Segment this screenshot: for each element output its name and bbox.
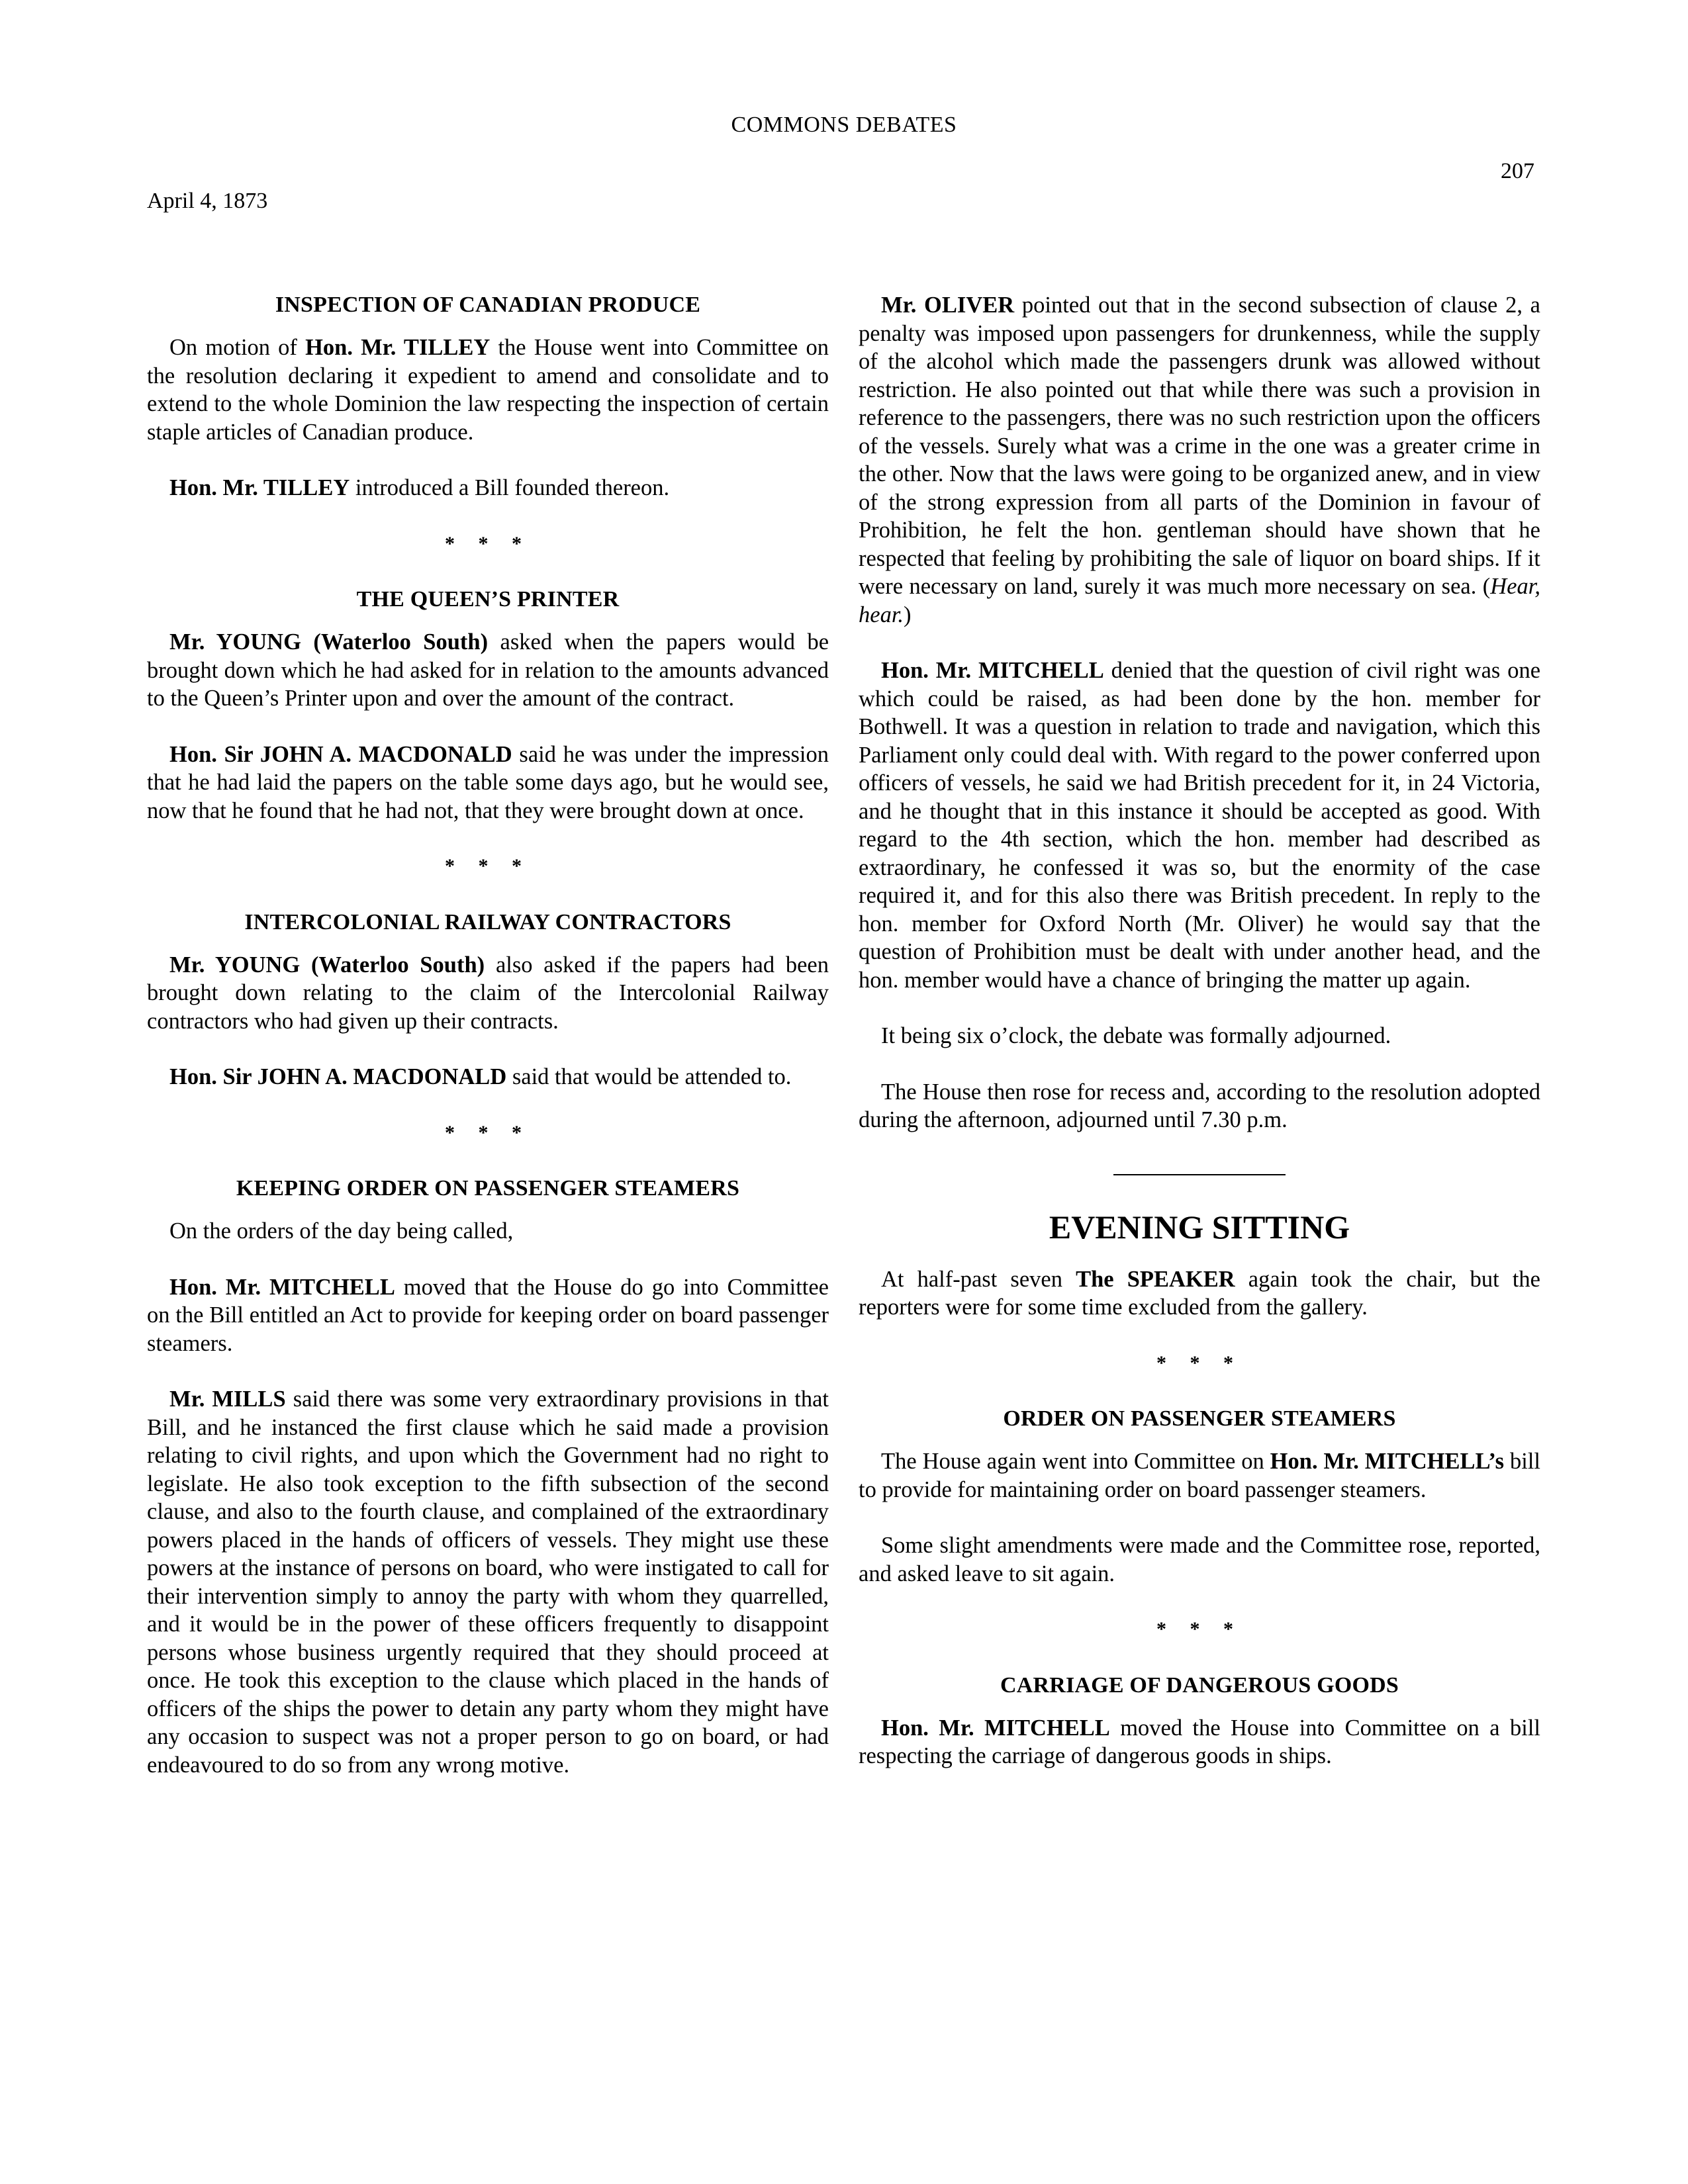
horizontal-rule [1113,1174,1286,1175]
section-separator: * * * [1156,1618,1243,1640]
section-heading-order-passenger: ORDER ON PASSENGER STEAMERS [1003,1406,1396,1431]
paragraph [859,1265,1540,1322]
evening-sitting-heading: EVENING SITTING [1049,1208,1350,1246]
paragraph: Some slight amendments were made and the Committee rose, reported, and asked leave to sit again. [859,1533,1540,1586]
section-heading-keeping-order: KEEPING ORDER ON PASSENGER STEAMERS [236,1176,740,1201]
paragraph-text: said he was under the impression that he had laid the papers on the table some days ago, but he would see, now that he found that he had not, that they were brought down at once. [147,741,829,823]
paragraph [859,657,1540,994]
paragraph-text: At half-past seven [881,1266,1076,1292]
speaker-name: Mr. YOUNG (Waterloo South) [169,629,489,655]
section-separator: * * * [1156,1351,1243,1374]
speaker-name: Hon. Mr. MITCHELL [169,1274,395,1300]
right-column [859,291,1540,1798]
speaker-name: Hon. Sir JOHN A. MACDONALD [169,1064,507,1089]
paragraph [147,628,829,713]
speaker-name: Hon. Mr. MITCHELL [881,658,1104,683]
section-separator: * * * [445,855,531,877]
speaker-name: Hon. Mr. MITCHELL [881,1715,1110,1741]
interjection: Hear, hear. [859,574,1540,627]
paragraph-text: also asked if the papers had been brought down relating to the claim of the Intercolonial Railway contractors who had given up their contracts. [147,952,829,1034]
speaker-name: Mr. YOUNG (Waterloo South) [169,952,485,978]
paragraph-text: moved that the House do go into Committee on the Bill entitled an Act to provide for keeping order on board passenger steamers. [147,1274,829,1356]
paragraph [147,334,829,446]
paragraph [859,1714,1540,1770]
paragraph-text: denied that the question of civil right was one which could be raised, as had been done by the hon. member for Bothwell. It was a question in relation to trade and navigation, which this Parliament only could deal with. With regard to the power conferred upon officers of vessels, he said we had British precedent for it, in 24 Victoria, and he thought that in this instance it should be accepted as good. With regard to the 4th section, which the hon. member had described as extraordinary, he confessed it was so, but the enormity of the case required it, and for this also there was British precedent. In reply to the hon. member for Oxford North (Mr. Oliver) he would say that the question of Prohibition must be dealt with under another head, and the hon. member would have a chance of bringing the matter up again. [859,658,1541,993]
paragraph [147,951,829,1036]
paragraph: On the orders of the day being called, [169,1218,514,1244]
paragraph-text: ) [904,602,912,627]
speaker-name: The SPEAKER [1076,1266,1235,1292]
section-heading-dangerous-goods: CARRIAGE OF DANGEROUS GOODS [1000,1672,1399,1698]
paragraph-text: pointed out that in the second subsection of clause 2, a penalty was imposed upon passengers for drunkenness, while the supply of the alcohol which made the passengers drunk was allowed without restriction. He also pointed out that while there was such a provision in reference to the passengers, there was no such restriction upon the officers of the vessels. Surely what was a crime in the one was a greater crime in the other. Now that the laws were going to be organized anew, and in view of the strong expression from all parts of the Dominion in favour of Prohibition, he felt the hon. gentleman should have shown that he respected that feeling by prohibiting the sale of liquor on board ships. If it were necessary on land, surely it was much more necessary on sea. ( [859,293,1540,599]
speaker-name: Hon. Mr. MITCHELL’s [1270,1449,1505,1474]
paragraph-text: bill to provide for maintaining order on board passenger steamers. [859,1449,1540,1502]
speaker-name: Hon. Mr. TILLEY [305,335,491,360]
paragraph [859,1447,1540,1504]
speaker-name: Mr. OLIVER [881,293,1015,318]
paragraph [147,1273,829,1358]
paragraph-text: moved the House into Committee on a bill respecting the carriage of dangerous goods in ships. [859,1715,1540,1768]
speaker-name: Mr. MILLS [169,1387,286,1412]
paragraph [859,291,1540,629]
paragraph [147,474,829,502]
running-head: COMMONS DEBATES [731,113,957,137]
paragraph [147,1385,829,1779]
page-number: 207 [1501,159,1534,183]
paragraph [147,741,829,825]
paragraph-text: said there was some very extraordinary provisions in that Bill, and he instanced the first clause which he said made a provision relating to civil rights, and upon which the Government had no right to legislate. He also took exception to the fifth subsection of the second clause, and also to the fourth clause, and complained of the extraordinary powers placed in the hands of officers of vessels. They might use these powers at the instance of persons on board, who were instigated to call for their intervention simply to annoy the party with whom they quarrelled, and it would be in the power of these officers frequently to disappoint persons whose business urgently required that they should proceed at once. He took this exception to the clause which placed in the hands of officers of the ships the power to detain any party whom they might have any occasion to suspect was not a proper person to go on board, or had endeavoured to do so from any wrong motive. [147,1387,829,1778]
paragraph-text: said that would be attended to. [506,1064,792,1089]
paragraph-text: again took the chair, but the reporters were for some time excluded from the gallery. [859,1266,1540,1320]
section-separator: * * * [445,532,531,555]
speaker-name: Hon. Sir JOHN A. MACDONALD [169,741,512,767]
paragraph: It being six o’clock, the debate was formally adjourned. [881,1023,1391,1048]
paragraph-text: On motion of [169,335,306,360]
paragraph [147,1063,829,1091]
sitting-date: April 4, 1873 [147,189,268,213]
paragraph-text: the House went into Committee on the resolution declaring it expedient to amend and consolidate and to extend to the whole Dominion the law respecting the inspection of certain staple articles of Canadian produce. [147,335,829,445]
left-column [147,291,829,1807]
section-heading-intercolonial: INTERCOLONIAL RAILWAY CONTRACTORS [244,909,731,934]
speaker-name: Hon. Mr. TILLEY [169,475,350,500]
section-separator: * * * [445,1121,531,1144]
paragraph-text: introduced a Bill founded thereon. [350,475,670,500]
section-heading-inspection: INSPECTION OF CANADIAN PRODUCE [275,293,701,317]
paragraph: The House then rose for recess and, according to the resolution adopted during the afternoon, adjourned until 7.30 p.m. [859,1079,1540,1132]
section-heading-queens-printer: THE QUEEN’S PRINTER [356,587,620,612]
paragraph-text: The House again went into Committee on [881,1449,1270,1474]
paragraph-text: asked when the papers would be brought down which he had asked for in relation to the amounts advanced to the Queen’s Printer upon and over the amount of the contract. [147,629,829,711]
